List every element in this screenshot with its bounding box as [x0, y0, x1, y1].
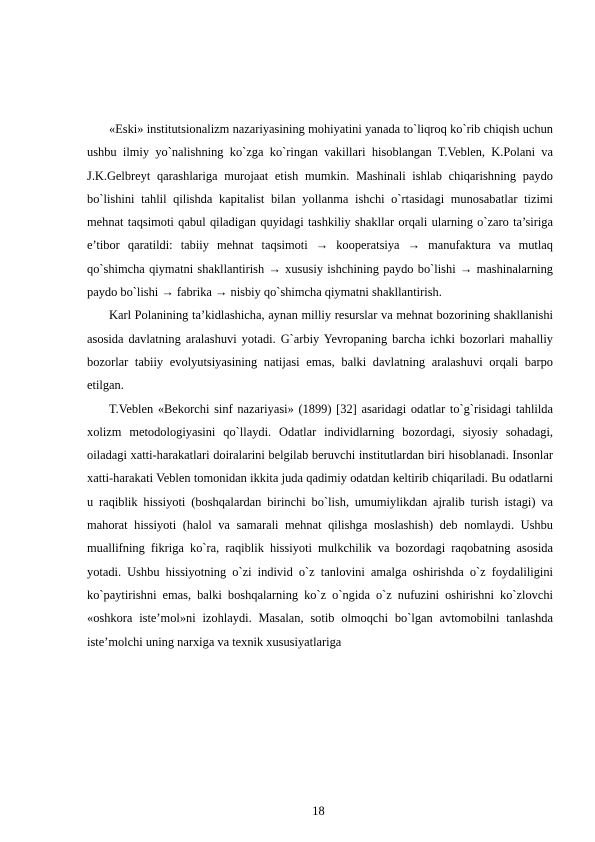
body-text	[87, 118, 553, 654]
page-number: 18	[312, 804, 325, 818]
paragraph: T.Veblen «Bekorchi sinf nazariyasi» (1899) [32] asaridagi odatlar to`g`risidagi tahlilda xolizm metodologiyasini qo`llaydi. Odatlar individlarning bozordagi, siyosiy sohadagi, oiladagi xatti-harakatlari doiralarini belgilab beruvchi institutlardan biri hisoblanadi. Insonlar xatti-harakati Veblen tomonidan ikkita juda qadimiy odatdan keltirib chiqariladi. Bu odatlarni u raqiblik hissiyoti (boshqalardan birinchi bo`lish, umumiylikdan ajralib turish istagi) va mahorat hissiyoti (halol va samarali mehnat qilishga moslashish) deb nomlaydi. Ushbu muallifning fikriga ko`ra, raqiblik hissiyoti mulkchilik va bozordagi raqobatning asosida yotadi. Ushbu hissiyotning o`zi individ o`z tanlovini amalga oshirishda o`z foydaliligini ko`paytirishni emas, balki boshqalarning ko`z o`ngida o`z nufuzini oshirishni ko`zlovchi «oshkora iste’mol»ni izohlaydi. Masalan, sotib olmoqchi bo`lgan avtomobilni tanlashda iste’molchi uning narxiga va texnik xususiyatlariga	[87, 401, 553, 649]
paragraph: Karl Polanining ta’kidlashicha, aynan milliy resurslar va mehnat bozorining shakllanishi asosida davlatning aralashuvi yotadi. G`arbiy Yevropaning barcha ichki bozorlari mahalliy bozorlar tabiiy evolyutsiyasining natijasi emas, balki davlatning aralashuvi orqali barpo etilgan.	[87, 308, 553, 393]
paragraph: «Eski» institutsionalizm nazariyasining mohiyatini yanada to`liqroq ko`rib chiqish uchun ushbu ilmiy yo`nalishning ko`zga ko`ringan vakillari hisoblangan T.Veblen, K.Polani va J.K.Gelbreyt qarashlariga murojaat etish mumkin. Mashinali ishlab chiqarishning paydo bo`lishini tahlil qilishda kapitalist bilan yollanma ishchi o`rtasidagi munosabatlar tizimi mehnat taqsimoti qabul qiladigan quyidagi tashkiliy shakllar orqali ularning o`zaro ta’siriga e’tibor qaratildi: tabiiy mehnat taqsimoti → kooperatsiya → manufaktura va mutlaq qo`shimcha qiymatni shakllantirish → xususiy ishchining paydo bo`lishi → mashinalarning paydo bo`lishi → fabrika → nisbiy qo`shimcha qiymatni shakllantirish.	[87, 122, 553, 300]
